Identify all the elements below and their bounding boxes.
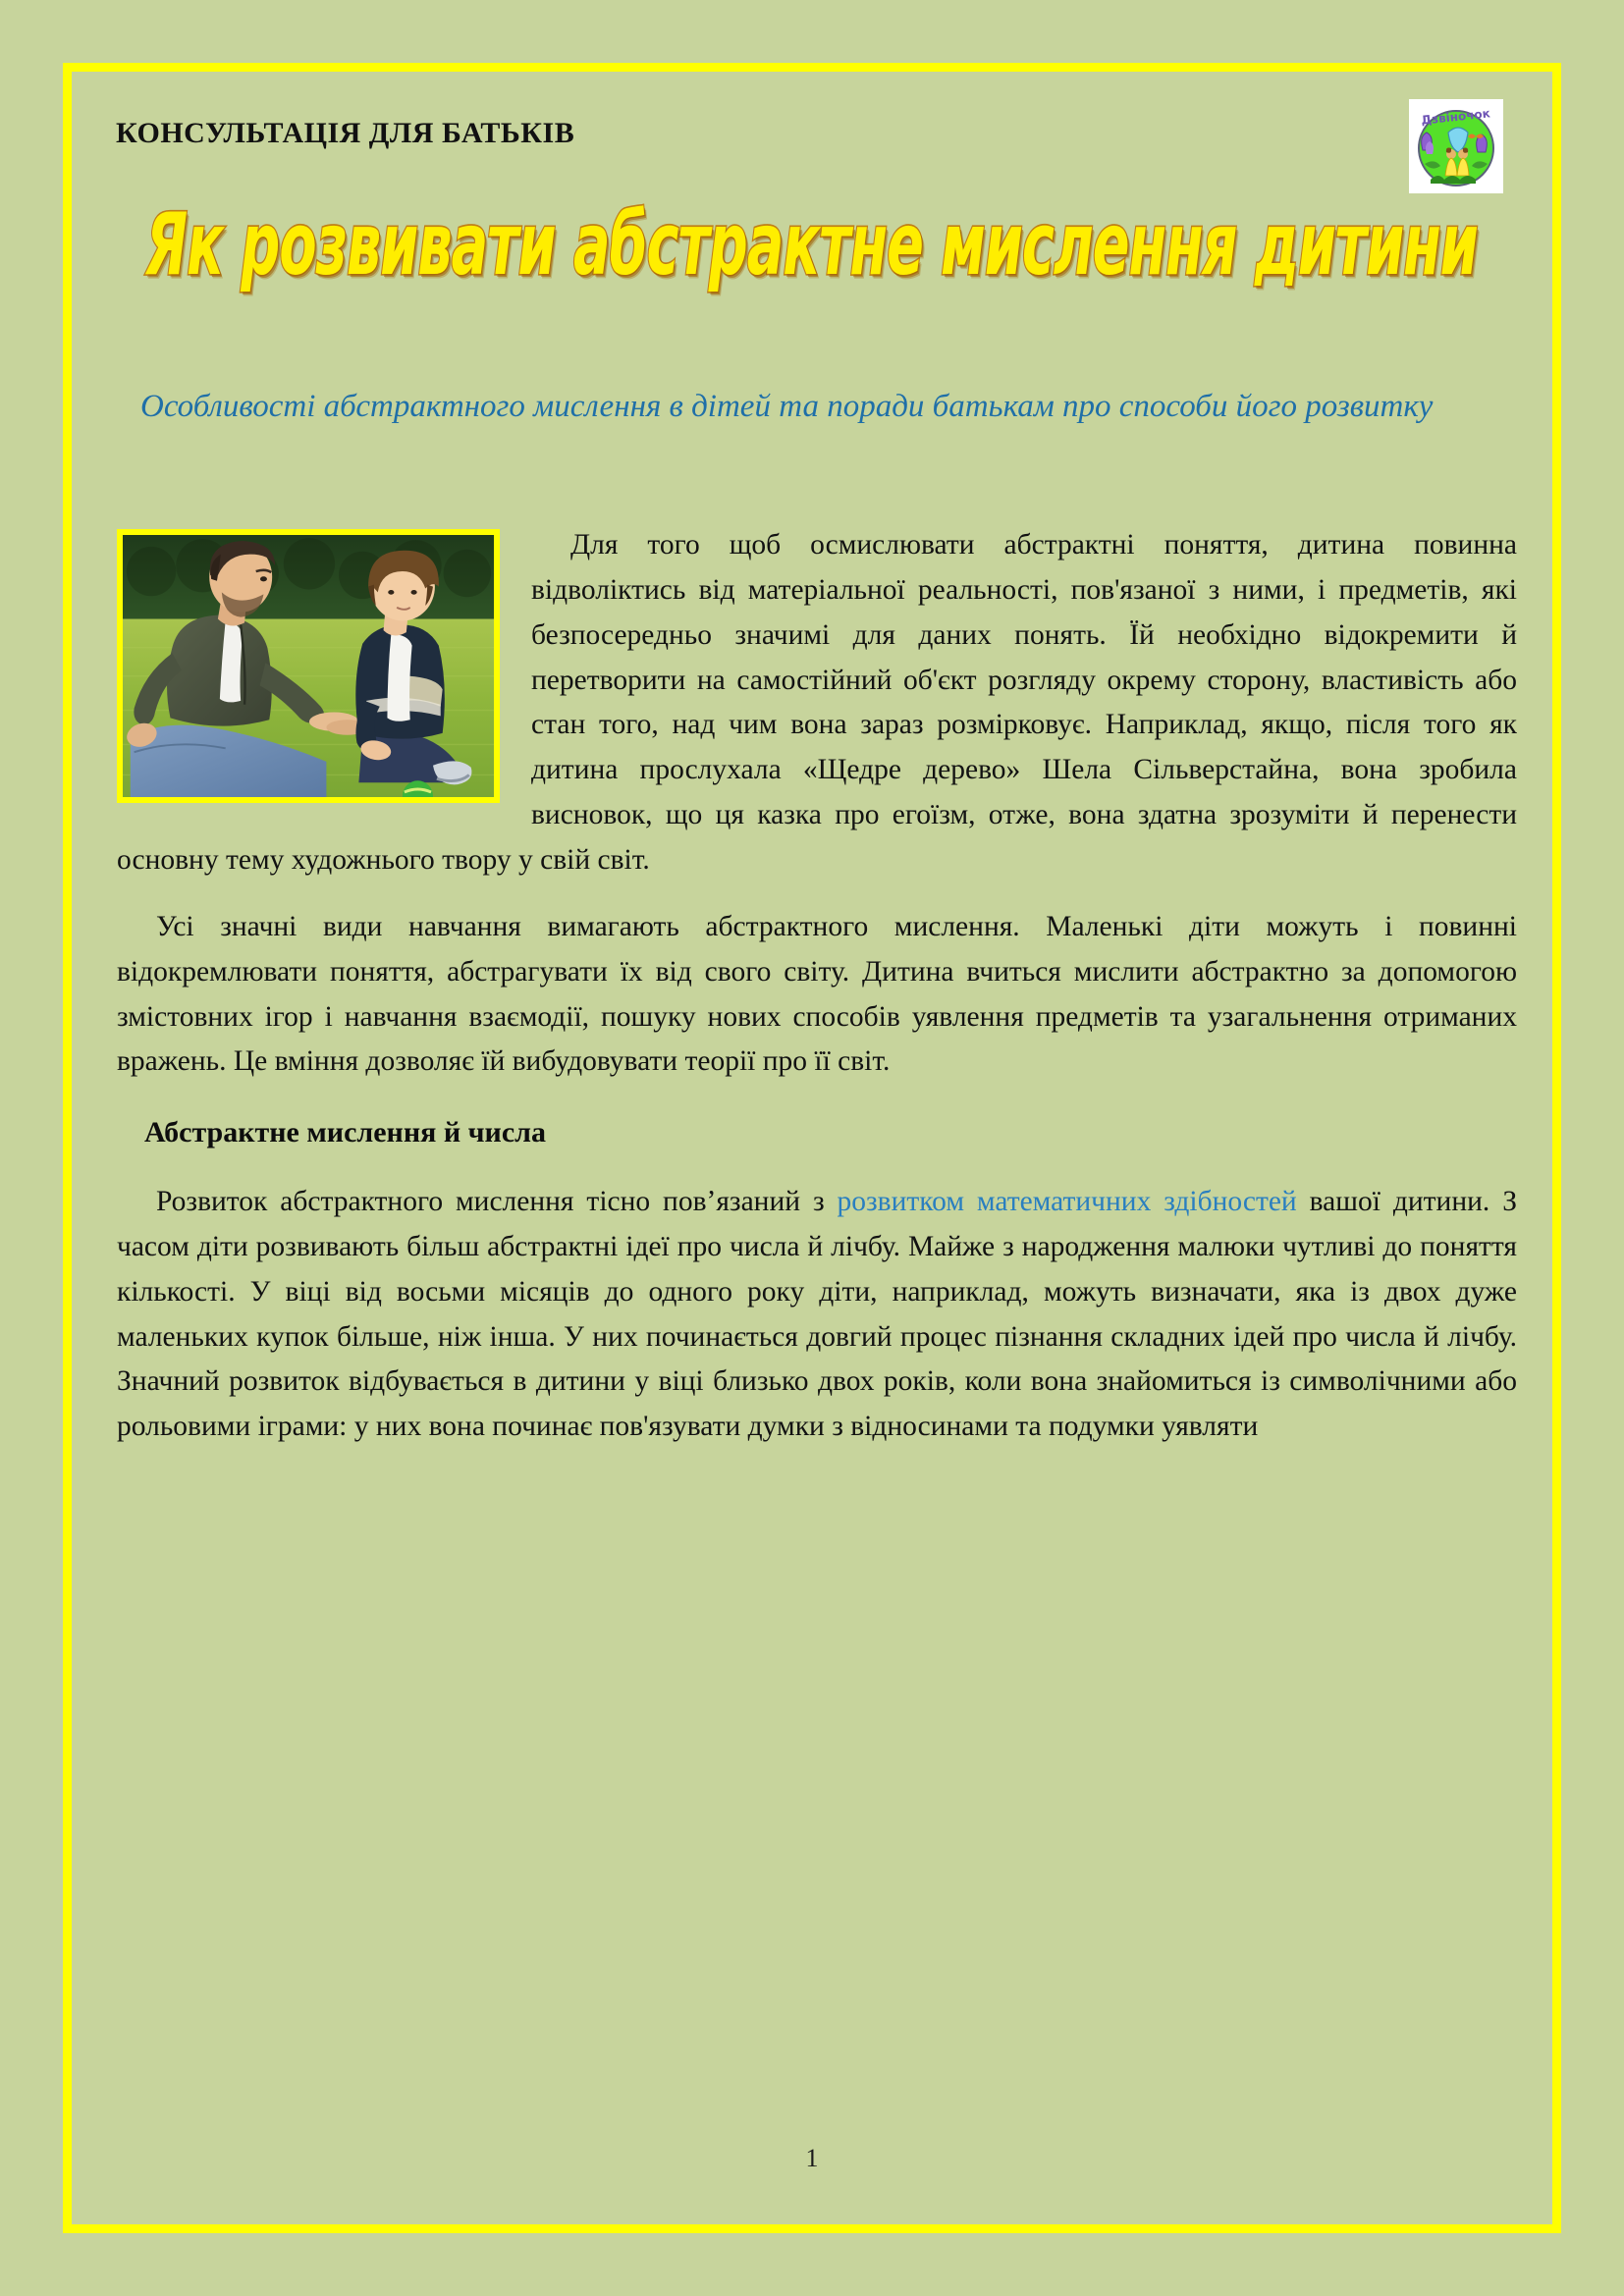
page-title [72, 194, 1552, 319]
paragraph-3-tail: вашої дитини. З часом діти розвивають більш абстрактні ідеї про числа й лічбу. Майже з народження малюки чутливі до поняття кількості. У віці від восьми місяців до одного року діти, наприклад, можуть визначати, яка із двох дуже маленьких купок більше, ніж інша. У них починається довгий процес пізнання складних ідей про числа й лічбу. Значний розвиток відбувається в дитини у віці близько двох років, коли вона знайомиться із символічними або рольовими іграми: у них вона починає пов'язувати думки з відносинами та подумки уявляти [117, 1185, 1517, 1443]
page-content-area [72, 72, 1552, 2224]
paragraph-3-apostrophe: ʼ [706, 1185, 717, 1217]
page-subtitle-text: Особливості абстрактного мислення в дітей та поради батькам про способи його розвитку [140, 389, 1434, 424]
page-number: 1 [805, 2144, 819, 2172]
section-heading-text: Абстрактне мислення й числа [144, 1116, 546, 1149]
paragraph-3 [117, 1180, 1517, 1450]
article-photo [117, 529, 500, 803]
logo-caption: Дзвіночок [1420, 106, 1491, 128]
kindergarten-logo [1409, 99, 1503, 193]
kindergarten-emblem-icon [1409, 99, 1503, 193]
father-and-son-photo [123, 535, 494, 797]
paragraph-1-text: Для того щоб осмислювати абстрактні поняття, дитина повинна відволіктись від матеріальної реальності, пов'язаної з ними, і предметів, які безпосередньо значимі для даних понять. Їй необхідно відокремити й перетворити на самостійний об'єкт розгляду окрему сторону, властивість або стан того, над чим вона зараз розмірковує. Наприклад, якщо, після того як дитина прослухала «Щедре дерево» Шела Сільверстайна, вона зробила висновок, що ця казка про егоїзм, отже, вона здатна зрозуміти й перенести основну тему художнього твору у свій світ. [117, 529, 1517, 877]
document-header [116, 99, 1523, 207]
paragraph-2 [117, 905, 1517, 1085]
paragraph-3-lead-2: язаний з [716, 1185, 838, 1217]
article-body [117, 523, 1517, 2107]
page-title-text: Як розвивати абстрактне мислення дитини [145, 194, 1479, 294]
page-subtitle [117, 384, 1517, 431]
header-label: КОНСУЛЬТАЦІЯ ДЛЯ БАТЬКІВ [116, 117, 575, 149]
math-abilities-link[interactable]: розвитком математичних здібностей [837, 1185, 1297, 1217]
paragraph-2-text: Усі значні види навчання вимагають абстрактного мислення. Маленькі діти можуть і повинні відокремлювати поняття, абстрагувати їх від свого світу. Дитина вчиться мислити абстрактно за допомогою змістовних ігор і навчання взаємодії, пошуку нових способів уявлення предметів та узагальнення отриманих вражень. Це вміння дозволяє їй вибудовувати теорії про її світ. [117, 910, 1517, 1078]
paragraph-3-lead: Розвиток абстрактного мислення тісно пов [156, 1185, 707, 1217]
section-heading [117, 1110, 1517, 1156]
page-yellow-frame [63, 63, 1561, 2233]
